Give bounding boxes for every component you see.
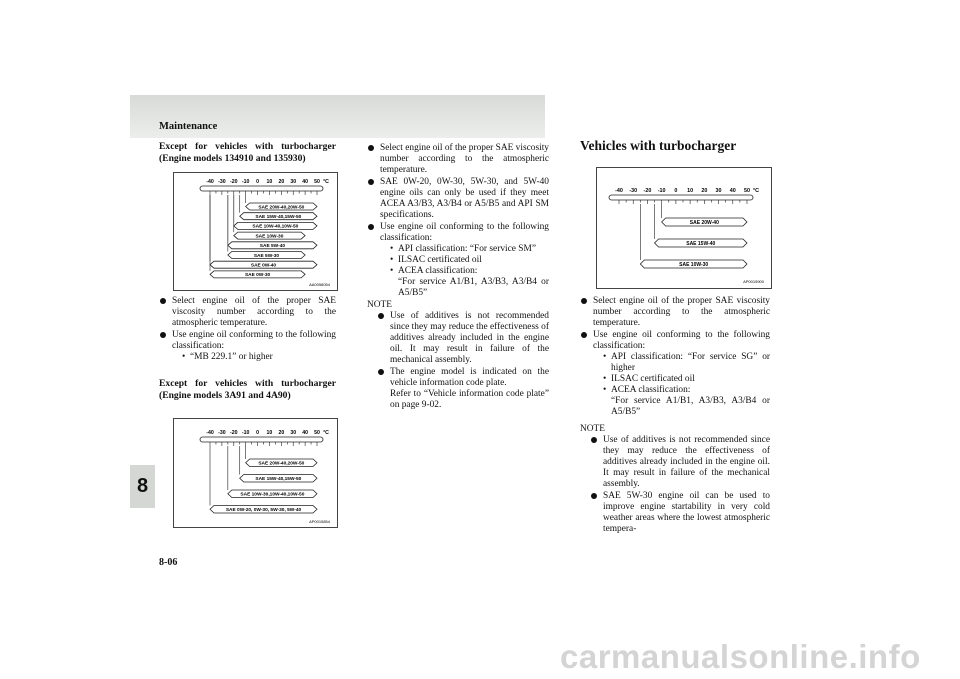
- right-note-label: NOTE: [580, 424, 605, 434]
- unit-label: °C: [323, 430, 329, 436]
- right-sub-1: • API classification: “For service SG” or higher: [603, 352, 770, 374]
- viscosity-chart-2: [173, 418, 338, 528]
- middle-sub-3: • ACEA classification:: [390, 266, 549, 277]
- tick-label: 30: [290, 179, 297, 185]
- figure-id-2: AP0015854: [309, 519, 330, 524]
- middle-sub-1: • API classification: “For service SM”: [390, 244, 549, 255]
- middle-bullet-1: Select engine oil of the proper SAE viscosity number according to the atmospheric temperature.: [367, 143, 549, 176]
- tick-label: -40: [206, 430, 214, 436]
- right-bullet-2-text: Use engine oil conforming to the following classification:: [593, 330, 770, 351]
- unit-label: °C: [323, 179, 329, 185]
- band-label: SAE 15W-40: [686, 240, 716, 247]
- tick-label: -20: [230, 430, 238, 436]
- thermometer-bar: [609, 195, 753, 200]
- tick-label: 10: [687, 188, 694, 194]
- viscosity-chart-3-svg: [597, 168, 771, 288]
- right-heading: Vehicles with turbocharger: [580, 138, 737, 153]
- tick-label: -10: [657, 188, 666, 194]
- tick-label: 30: [715, 188, 722, 194]
- left-heading-1-block: [159, 141, 336, 165]
- tick-label: -40: [615, 188, 623, 194]
- left-heading-2: Except for vehicles with turbocharger (Engine models 3A91 and 4A90): [159, 378, 336, 401]
- right-note: [580, 424, 770, 536]
- band-label: SAE 15W-40,15W-50: [255, 215, 302, 220]
- tick-label: 0: [674, 188, 678, 194]
- figure-id-1: AA0058054: [309, 282, 330, 287]
- tick-label: -10: [241, 179, 250, 185]
- left-heading-2-block: [159, 378, 336, 402]
- left-sub-1: • “MB 229.1” or higher: [182, 352, 336, 363]
- figure-id-3: AP0015900: [743, 279, 764, 284]
- left-bullet-2: [159, 330, 336, 363]
- tick-label: 0: [256, 430, 260, 436]
- viscosity-chart-3: [596, 167, 772, 289]
- band-label: SAE 10W-40,10W-50: [252, 224, 299, 230]
- tick-label: 40: [302, 179, 309, 185]
- middle-note: [367, 300, 549, 412]
- tick-label: 10: [266, 430, 273, 436]
- band-label: SAE 5W-40: [259, 244, 286, 250]
- band-label: SAE 10W-30,10W-40,10W-50: [240, 492, 305, 498]
- tick-label: 10: [266, 179, 273, 185]
- band-label: SAE 0W-20, 0W-30, 5W-30, 5W-40: [225, 508, 302, 514]
- band-label: SAE 0W-30: [244, 273, 271, 279]
- tick-label: 50: [744, 188, 750, 194]
- right-sub-2: • ILSAC certificated oil: [603, 374, 770, 385]
- tick-label: -40: [206, 179, 214, 185]
- right-note-2: SAE 5W-30 engine oil can be used to improve engine startability in very cold weather areas where the lowest atmospheric tempera-: [590, 491, 770, 535]
- tick-label: 40: [729, 188, 736, 194]
- tick-label: 20: [701, 188, 708, 194]
- left-bullet-1: Select engine oil of the proper SAE viscosity number according to the atmospheric temperature.: [159, 296, 336, 329]
- tick-label: 30: [290, 430, 297, 436]
- right-heading-block: [580, 140, 770, 151]
- viscosity-chart-2-svg: [174, 419, 337, 527]
- middle-note-label: NOTE: [367, 300, 392, 310]
- right-note-1: Use of additives is not recommended since they may reduce the effectiveness of additives already included in the engine oil. It may result in failure of the mechanical assembly.: [590, 435, 770, 490]
- middle-bullet-2: SAE 0W-20, 0W-30, 5W-30, and 5W-40 engine oils can only be used if they meet ACEA A3/B3, A3/B4 or A5/B5 and API SM specifications.: [367, 177, 549, 221]
- band-label: SAE 15W-40,15W-50: [255, 477, 302, 483]
- right-sub-cont: “For service A1/B1, A3/B3, A3/B4 or A5/B5”: [611, 396, 770, 417]
- band-label: SAE 20W-40: [689, 219, 719, 226]
- middle-bullet-3-text: Use engine oil conforming to the following classification:: [380, 222, 549, 243]
- left-bullet-2-text: Use engine oil conforming to the following classification:: [172, 330, 336, 351]
- band-label: SAE 0W-40: [250, 263, 277, 269]
- band-label: SAE 5W-30: [253, 253, 280, 259]
- viscosity-chart-1: [173, 172, 338, 291]
- middle-note-1: Use of additives is not recommended since they may reduce the effectiveness of additives already included in the engine oil. It may result in failure of the mechanical assembly.: [377, 311, 549, 366]
- band-label: SAE 20W-40,20W-50: [258, 461, 305, 467]
- tick-label: -30: [218, 179, 226, 185]
- left-heading-1: Except for vehicles with turbocharger (Engine models 134910 and 135930): [159, 141, 336, 164]
- right-bullet-1: Select engine oil of the proper SAE viscosity number according to the atmospheric temperature.: [580, 296, 770, 329]
- section-title: Maintenance: [159, 121, 218, 132]
- band-label: SAE 10W-30: [679, 261, 709, 268]
- middle-note-2-text: The engine model is indicated on the vehicle information code plate.: [390, 367, 549, 388]
- tick-label: 40: [302, 430, 309, 436]
- band-label: SAE 10W-30: [255, 234, 284, 240]
- middle-note-ref: Refer to “Vehicle information code plate” on page 9-02.: [390, 389, 549, 410]
- left-bullets-1: [159, 296, 336, 364]
- tick-label: 20: [278, 430, 285, 436]
- viscosity-chart-1-svg: [174, 173, 337, 290]
- tick-label: -30: [218, 430, 226, 436]
- middle-sub-cont: “For service A1/B1, A3/B3, A3/B4 or A5/B5”: [398, 277, 549, 298]
- middle-bullet-3: [367, 222, 549, 299]
- tick-label: 50: [314, 430, 320, 436]
- chapter-tab: 8: [130, 465, 155, 508]
- thermometer-bar: [200, 186, 323, 191]
- tick-label: 50: [314, 179, 320, 185]
- tick-label: -10: [241, 430, 250, 436]
- band-label: SAE 20W-40,20W-50: [258, 205, 305, 211]
- watermark: carmanualsonline.info: [560, 638, 921, 675]
- middle-sub-2: • ILSAC certificated oil: [390, 255, 549, 266]
- page-number: 8-06: [159, 557, 178, 568]
- tick-label: 20: [278, 179, 285, 185]
- thermometer-bar: [200, 437, 323, 442]
- right-bullets: [580, 296, 770, 419]
- tick-label: -30: [629, 188, 638, 194]
- right-sub-3: • ACEA classification:: [603, 385, 770, 396]
- middle-bullets: [367, 143, 549, 300]
- tick-label: -20: [230, 179, 238, 185]
- tick-label: 0: [256, 179, 260, 185]
- middle-note-2: [377, 367, 549, 411]
- unit-label: °C: [752, 188, 760, 194]
- tick-label: -20: [643, 188, 652, 194]
- right-bullet-2: [580, 330, 770, 418]
